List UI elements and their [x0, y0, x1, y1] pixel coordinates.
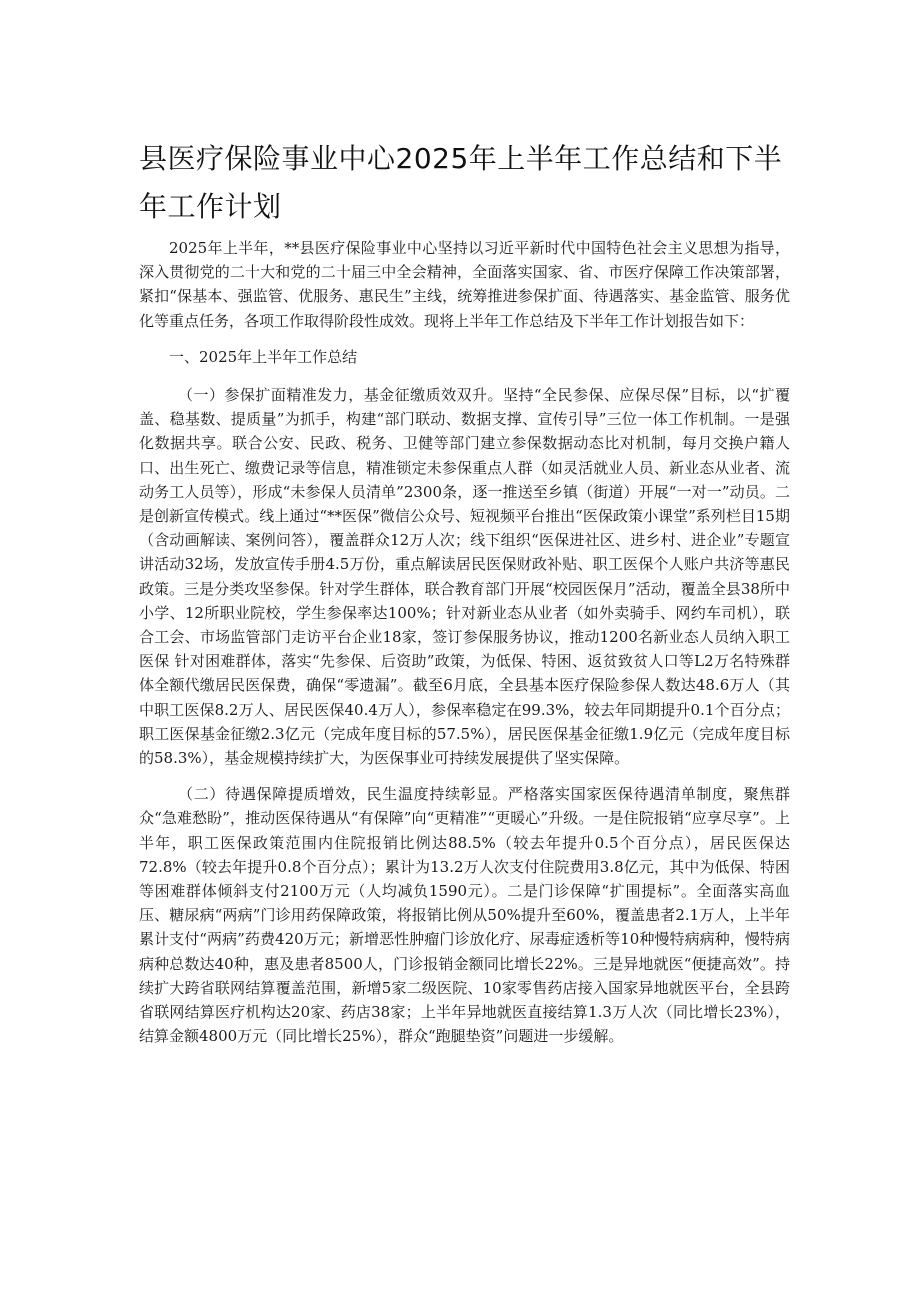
subsection-paragraph-2: （二）待遇保障提质增效，民生温度持续彰显。严格落实国家医保待遇清单制度，聚焦群众“急难愁盼”，推动医保待遇从“有保障”向“更精准”“更暖心”升级。一是住院报销“应享尽享”。上半年，职工医保政策范围内住院报销比例达88.5%（较去年提升0.5个百分点），居民医保达72.8%（较去年提升0.8个百分点）；累计为13.2万人次支付住院费用3.8亿元，其中为低保、特困等困难群体倾斜支付2100万元（人均减负1590元）。二是门诊保障“扩围提标”。全面落实高血压、糖尿病“两病”门诊用药保障政策，将报销比例从50%提升至60%，覆盖患者2.1万人，上半年累计支付“两病”药费420万元；新增恶性肿瘤门诊放化疗、尿毒症透析等10种慢特病病种，慢特病病种总数达40种，惠及患者8500人，门诊报销金额同比增长22%。三是异地就医“便捷高效”。持续扩大跨省联网结算覆盖范围，新增5家二级医院、10家零售药店接入国家异地就医平台，全县跨省联网结算医疗机构达20家、药店38家；上半年异地就医直接结算1.3万人次（同比增长23%），结算金额4800万元（同比增长25%），群众“跑腿垫资”问题进一步缓解。 — [139, 785, 790, 1046]
document-title: 县医疗保险事业中心2025年上半年工作总结和下半年工作计划 — [139, 142, 783, 223]
section-heading-1: 一、2025年上半年工作总结 — [169, 347, 358, 366]
document-body — [139, 236, 790, 1061]
subsection-paragraph-1: （一）参保扩面精准发力，基金征缴质效双升。坚持“全民参保、应保尽保”目标，以“扩覆盖、稳基数、提质量”为抓手，构建“部门联动、数据支撑、宣传引导”三位一体工作机制。一是强化数据共享。联合公安、民政、税务、卫健等部门建立参保数据动态比对机制，每月交换户籍人口、出生死亡、缴费记录等信息，精准锁定未参保重点人群（如灵活就业人员、新业态从业者、流动务工人员等），形成“未参保人员清单”2300条，逐一推送至乡镇（街道）开展“一对一”动员。二是创新宣传模式。线上通过“**医保”微信公众号、短视频平台推出“医保政策小课堂”系列栏目15期（含动画解读、案例问答），覆盖群众12万人次；线下组织“医保进社区、进乡村、进企业”专题宣讲活动32场，发放宣传手册4.5万份，重点解读居民医保财政补贴、职工医保个人账户共济等惠民政策。三是分类攻坚参保。针对学生群体，联合教育部门开展“校园医保月”活动，覆盖全县38所中小学、12所职业院校，学生参保率达100%；针对新业态从业者（如外卖骑手、网约车司机），联合工会、市场监管部门走访平台企业18家，签订参保服务协议，推动1200名新业态人员纳入职工医保 针对困难群体，落实“先参保、后资助”政策，为低保、特困、返贫致贫人口等L2万名特殊群体全额代缴居民医保费，确保“零遗漏”。截至6月底，全县基本医疗保险参保人数达48.6万人（其中职工医保8.2万人、居民医保40.4万人），参保率稳定在99.3%，较去年同期提升0.1个百分点；职工医保基金征缴2.3亿元（完成年度目标的57.5%），居民医保基金征缴1.9亿元（完成年度目标的58.3%），基金规模持续扩大，为医保事业可持续发展提供了坚实保障。 — [139, 386, 790, 768]
intro-paragraph: 2025年上半年，**县医疗保险事业中心坚持以习近平新时代中国特色社会主义思想为指导，深入贯彻党的二十大和党的二十届三中全会精神，全面落实国家、省、市医疗保障工作决策部署，紧扣“保基本、强监管、优服务、惠民生”主线，统筹推进参保扩面、待遇落实、基金监管、服务优化等重点任务，各项工作取得阶段性成效。现将上半年工作总结及下半年工作计划报告如下： — [139, 239, 790, 330]
